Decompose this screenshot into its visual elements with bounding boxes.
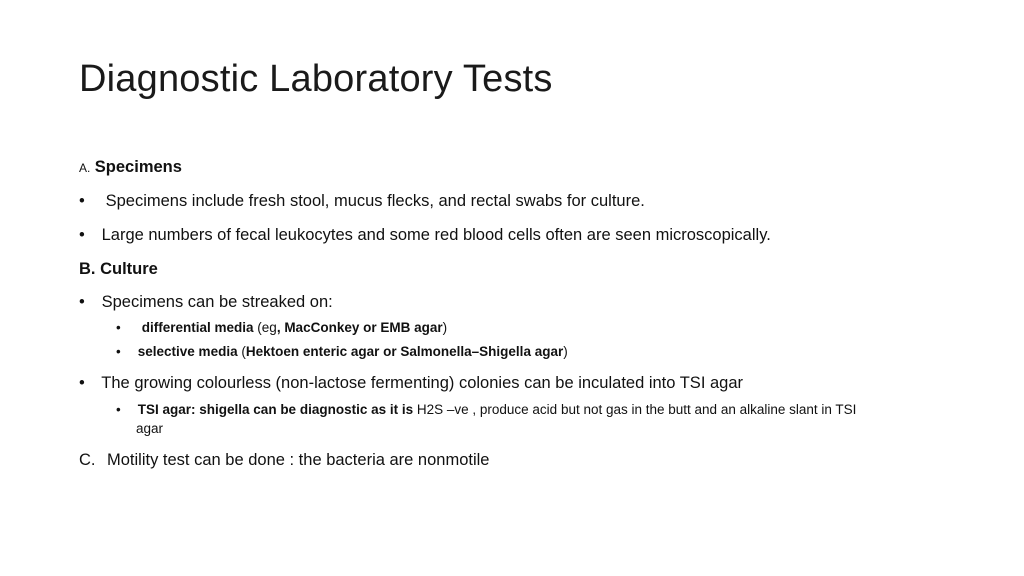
- list-item-text: The growing colourless (non-lactose fermenting) colonies can be inculated into TSI agar: [101, 374, 744, 392]
- sub-item-bold: differential media: [141, 320, 254, 335]
- section-b-heading: B. Culture: [79, 260, 158, 278]
- section-c-marker: C.: [79, 451, 96, 469]
- sub-item-bold-2: Hektoen enteric agar or Salmonella–Shigella agar: [245, 344, 564, 359]
- section-c-text: Motility test can be done : the bacteria are nonmotile: [107, 451, 490, 469]
- sub-item-bold-2: , MacConkey or EMB agar: [276, 320, 443, 335]
- bullet-icon: •: [116, 320, 121, 335]
- list-item-text: Large numbers of fecal leukocytes and some red blood cells often are seen microscopically.: [101, 226, 771, 244]
- sub-item-text: (: [237, 344, 246, 359]
- sub-item-text: H2S –ve , produce acid but not gas in the butt and an alkaline slant in TSI: [413, 402, 857, 417]
- list-item-text: Specimens can be streaked on:: [101, 293, 333, 311]
- sub-list-item: [116, 402, 856, 417]
- list-item: [79, 192, 645, 211]
- section-a-heading: [79, 158, 182, 177]
- section-a-title: Specimens: [94, 158, 182, 176]
- sub-item-text: (eg: [253, 320, 277, 335]
- bullet-icon: •: [79, 226, 85, 244]
- bullet-icon: •: [79, 293, 85, 311]
- section-c: [79, 451, 489, 470]
- sub-list-item: [116, 320, 447, 335]
- sub-item-close: ): [563, 344, 568, 359]
- section-a-marker: A.: [79, 161, 91, 175]
- bullet-icon: •: [116, 402, 121, 417]
- bullet-icon: •: [79, 192, 85, 210]
- list-item: [79, 293, 333, 312]
- list-item-text: Specimens include fresh stool, mucus flecks, and rectal swabs for culture.: [105, 192, 645, 210]
- sub-item-close: ): [442, 320, 448, 335]
- sub-item-continuation: agar: [136, 421, 164, 436]
- sub-item-bold: selective media: [137, 344, 238, 359]
- slide-title: Diagnostic Laboratory Tests: [79, 58, 553, 100]
- bullet-icon: •: [116, 344, 121, 359]
- list-item: [79, 226, 771, 245]
- list-item: [79, 374, 743, 393]
- bullet-icon: •: [79, 374, 85, 392]
- sub-item-bold: TSI agar: shigella can be diagnostic as it is: [137, 402, 414, 417]
- sub-list-item: [116, 344, 568, 359]
